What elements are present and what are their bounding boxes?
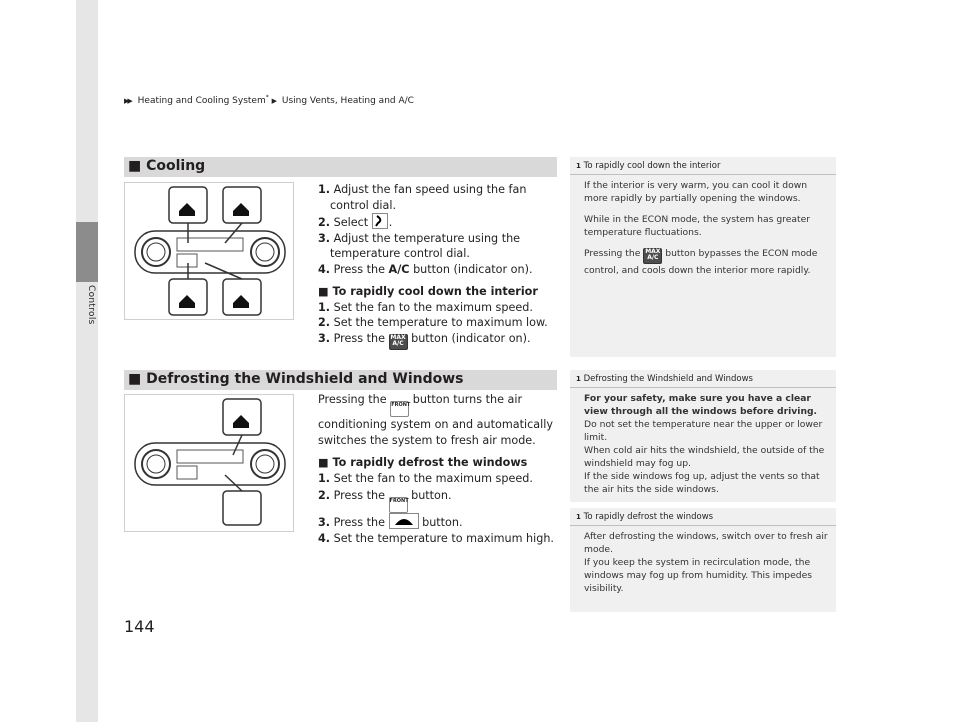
cooling-header [124, 157, 557, 177]
breadcrumb-star: * [265, 94, 269, 101]
cooling-body: 1. Adjust the fan speed using the fan control dial. 2. Select . 3. Adjust the temperature using the temperature control dial. 4. Press the A/C button (indicator on). ■ To rapidly cool down the interior 1. Set the fan to the maximum speed. 2. Set the temperature to maximum low. 3. Press the MAX A/C button (indicator on). [318, 182, 558, 350]
note-defrost-title: Defrosting the Windshield and Windows [583, 374, 753, 384]
square-icon: ■ [128, 158, 142, 174]
defrost-illustration [124, 394, 294, 532]
square-icon: ■ [318, 456, 329, 469]
defrost-body: Pressing the FRONT button turns the air conditioning system on and automatically switches the system to fresh air mode. ■ To rapidly defrost the windows 1. Set the fan to the maximum speed. 2. Press the FRONT button. 3. Press the button. 4. Set the temperature to maximum high. [318, 393, 554, 545]
face-vent-icon [372, 213, 389, 227]
side-tab-marker [76, 222, 98, 282]
note-rapid-defrost-title: To rapidly defrost the windows [583, 512, 714, 522]
max-ac-icon: MAX A/C [389, 334, 408, 350]
cooling-step-3: Adjust the temperature using the temperature control dial. [330, 231, 521, 260]
breadcrumb-arrow-icon: ▶▶ [124, 97, 131, 105]
cooling-sub-heading: To rapidly cool down the interior [332, 285, 538, 298]
defrost-sub-heading: To rapidly defrost the windows [332, 456, 528, 469]
note-cool: 1 To rapidly cool down the interior If the interior is very warm, you can cool it down more rapidly by partially opening the windows. While in the ECON mode, the system has greater temperature fluctuations. Pressing the MAX A/C button bypasses the ECON mode control, and cools down the interior more rapidly. [570, 157, 836, 357]
cooling-step-2: Select [333, 216, 369, 229]
defrost-title: Defrosting the Windshield and Windows [146, 371, 464, 387]
front-defrost-icon: FRONT [390, 401, 409, 417]
square-icon: ■ [128, 371, 142, 387]
defrost-intro: button turns the air conditioning system on and automatically switches the system to fresh air mode. [318, 393, 553, 447]
recirculation-icon [389, 513, 419, 527]
breadcrumb-item-vents[interactable]: Using Vents, Heating and A/C [281, 96, 414, 106]
front-defrost-icon: FRONT [389, 497, 408, 513]
cooling-title: Cooling [146, 158, 206, 174]
breadcrumb-arrow-icon: ▶ [271, 97, 275, 105]
page-number: 144 [124, 617, 155, 636]
cooling-step-1: Adjust the fan speed using the fan control dial. [330, 183, 527, 212]
note-defrost: 1 Defrosting the Windshield and Windows For your safety, make sure you have a clear view through all the windows before driving. Do not set the temperature near the upper or lower limit. When cold air hits the windshield, the outside of the windshield may fog up. If the side windows fog up, adjust the vents so that the air hits the side windows. [570, 370, 836, 502]
side-tab [76, 0, 98, 722]
max-ac-icon: MAX A/C [643, 248, 662, 264]
breadcrumb [124, 94, 414, 106]
note-cool-title: To rapidly cool down the interior [583, 161, 721, 171]
note-rapid-defrost: 1 To rapidly defrost the windows After defrosting the windows, switch over to fresh air mode. If you keep the system in recirculation mode, the windows may fog up from humidity. This impedes visibility. [570, 508, 836, 612]
defrost-header [124, 370, 557, 390]
ac-label: A/C [388, 262, 410, 276]
square-icon: ■ [318, 285, 329, 298]
cooling-illustration [124, 182, 294, 320]
breadcrumb-item-heating[interactable]: Heating and Cooling System [137, 96, 266, 106]
side-tab-label: Controls [86, 285, 96, 325]
